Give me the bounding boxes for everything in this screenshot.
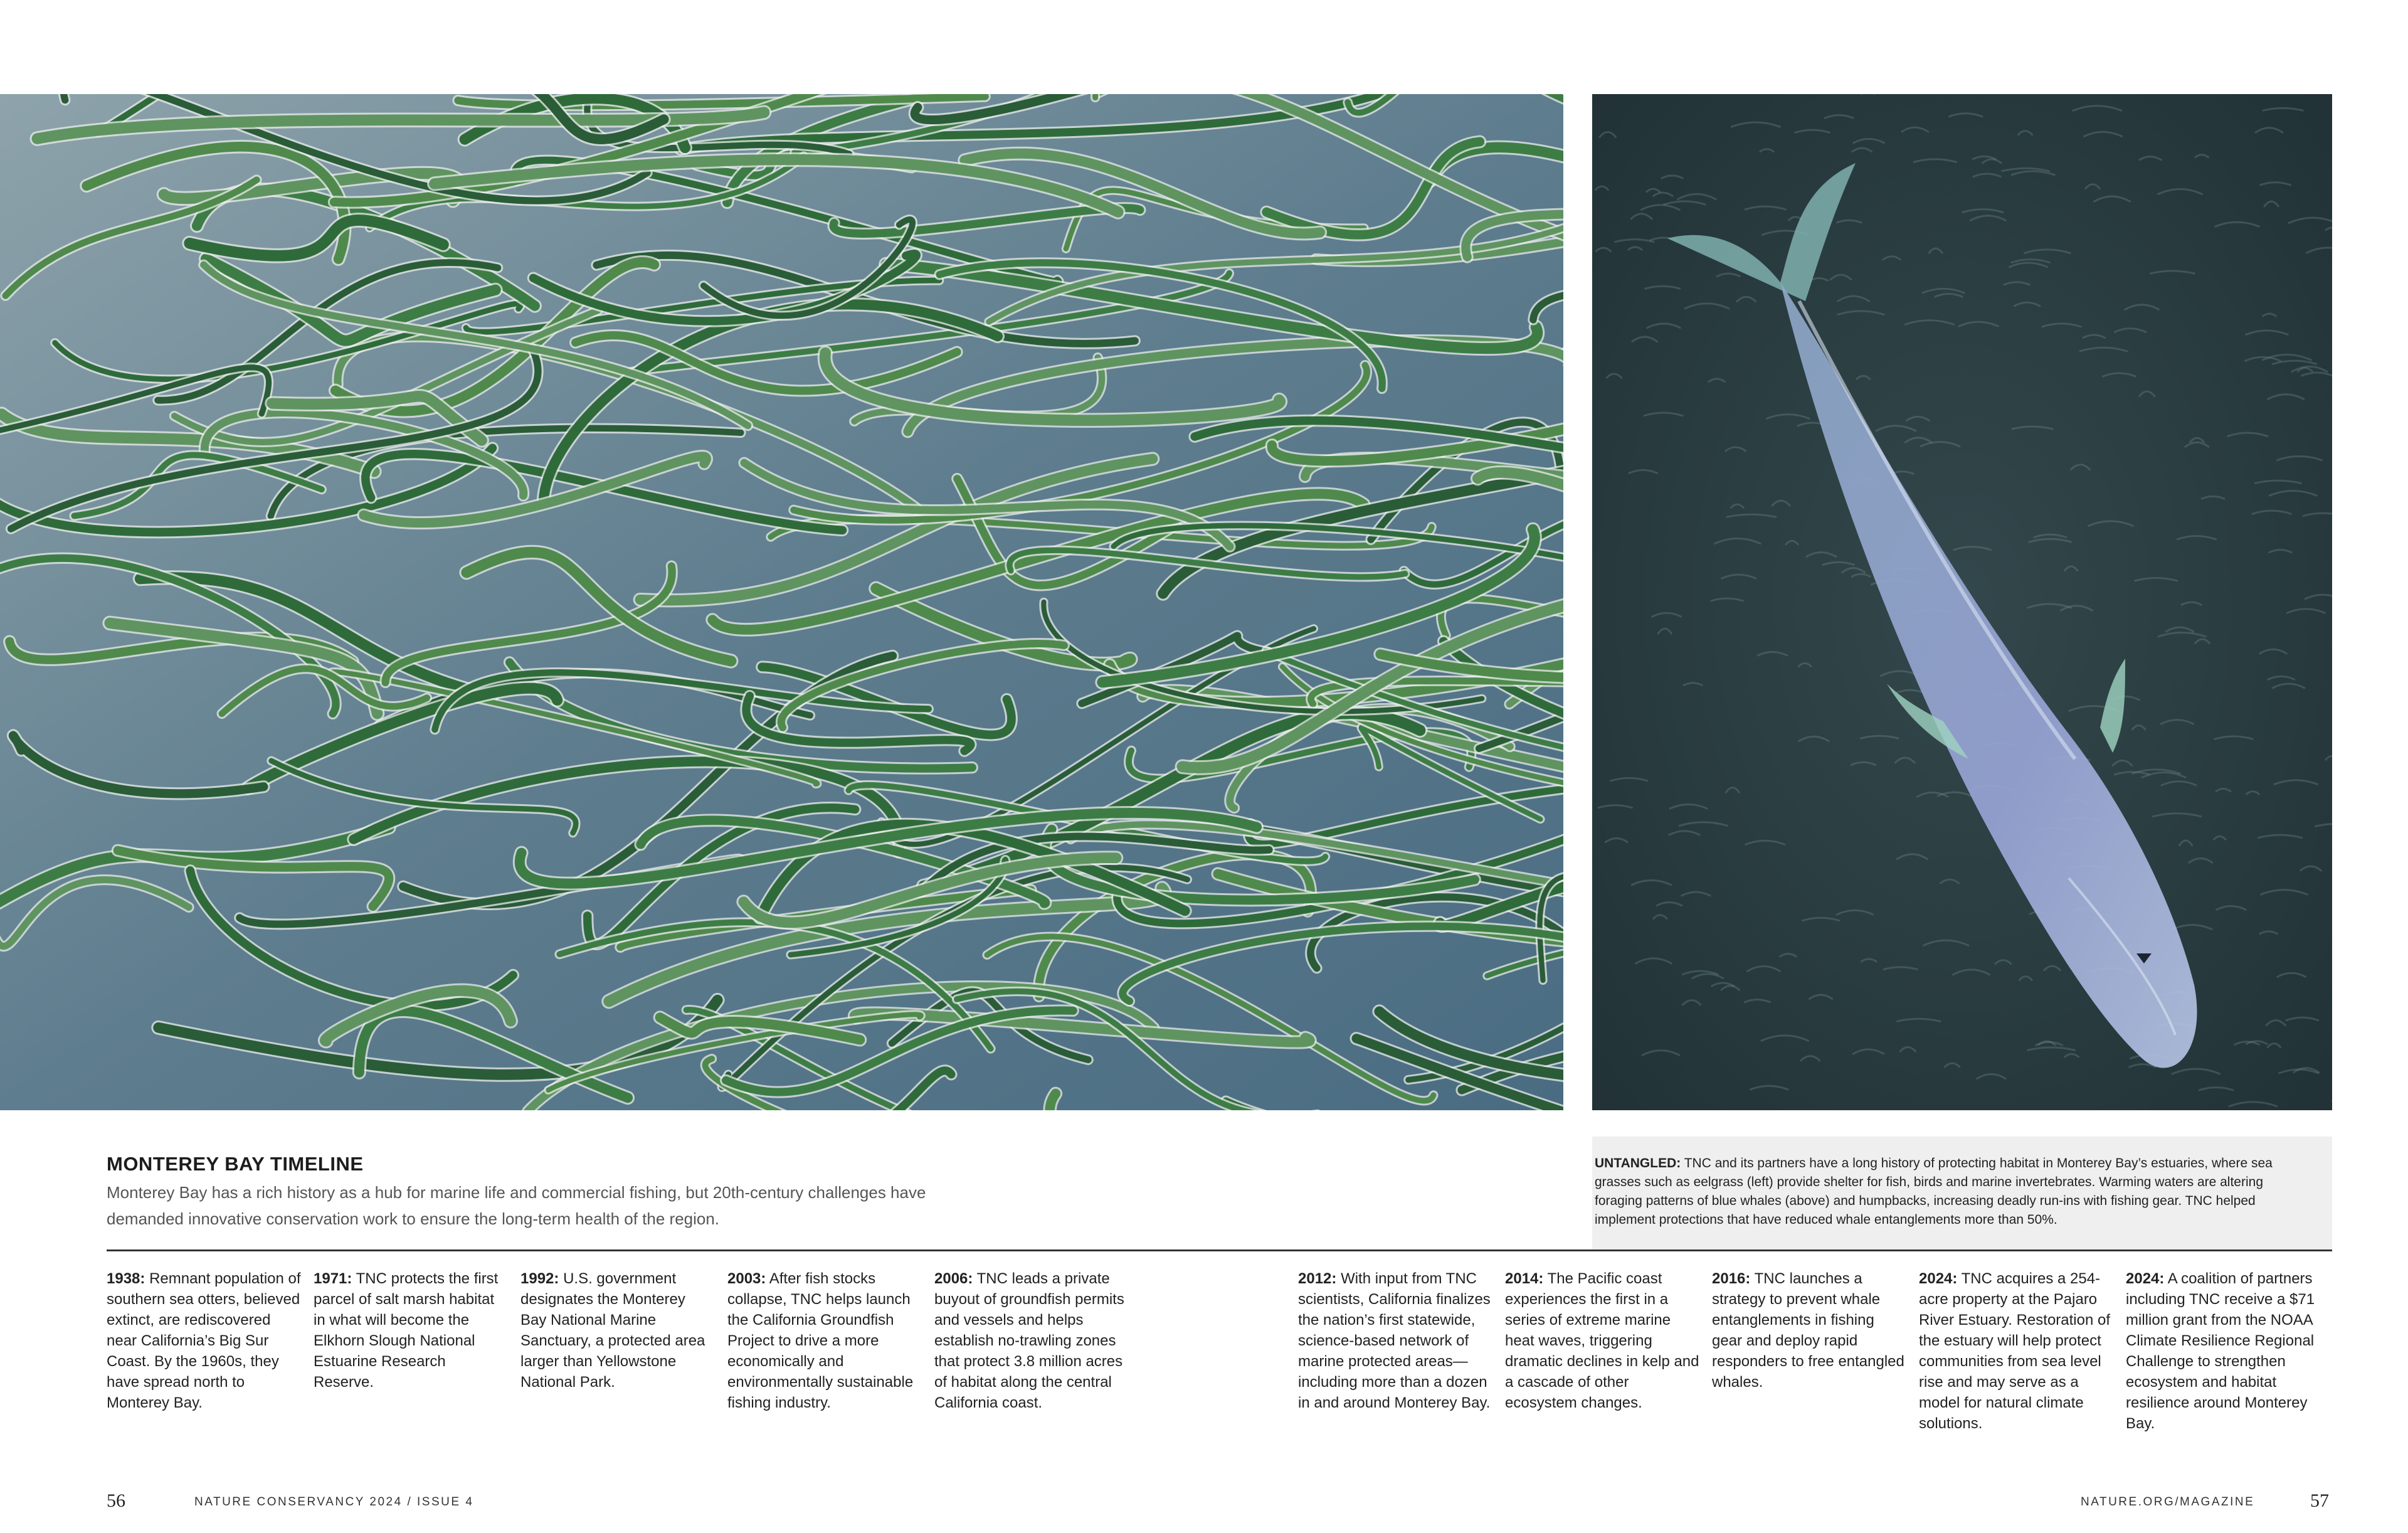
eelgrass-photo xyxy=(0,94,1563,1110)
timeline-event-2006 xyxy=(934,1268,1129,1413)
caption-body: TNC and its partners have a long history of protecting habitat in Monterey Bay’s estuaries, where sea grasses such as eelgrass (left) provide shelter for fish, birds and marine invertebrates. Warming waters are altering foraging patterns of blue whales (above) and humpbacks, increasing deadly run-ins with fishing gear. TNC helped implement protections that have reduced whale entanglements more than 50%. xyxy=(1595,1156,2273,1227)
event-text: TNC launches a strategy to prevent whale entanglements in fishing gear and deploy rapid responders to free entangled whales. xyxy=(1712,1270,1904,1391)
running-footer-left: NATURE CONSERVANCY 2024 / ISSUE 4 xyxy=(194,1495,474,1509)
event-text: TNC protects the first parcel of salt marsh habitat in what will become the Elkhorn Slough National Estuarine Research Reserve. xyxy=(314,1270,499,1391)
timeline-event-1992 xyxy=(520,1268,715,1392)
caption-lead: UNTANGLED: xyxy=(1595,1156,1681,1170)
timeline-event-2012 xyxy=(1298,1268,1492,1413)
event-year: 1938: xyxy=(107,1270,145,1287)
event-year: 2003: xyxy=(727,1270,766,1287)
page-number-left: 56 xyxy=(107,1490,125,1511)
timeline-event-2024a xyxy=(1919,1268,2113,1434)
event-year: 1971: xyxy=(314,1270,352,1287)
blue-whale-photo xyxy=(1592,94,2332,1110)
timeline-event-1971 xyxy=(314,1268,508,1392)
photo-caption xyxy=(1595,1154,2310,1229)
event-text: The Pacific coast experiences the first in a series of extreme marine heat waves, triggering dramatic declines in kelp and a cascade of other ecosystem changes. xyxy=(1505,1270,1699,1411)
timeline-event-2024b xyxy=(2126,1268,2320,1434)
event-text: Remnant population of southern sea otters, believed extinct, are rediscovered near California’s Big Sur Coast. By the 1960s, they have spread north to Monterey Bay. xyxy=(107,1270,301,1411)
running-footer-right: NATURE.ORG/MAGAZINE xyxy=(2081,1495,2255,1509)
event-year: 2016: xyxy=(1712,1270,1751,1287)
event-year: 2012: xyxy=(1298,1270,1337,1287)
event-year: 1992: xyxy=(520,1270,559,1287)
event-text: A coalition of partners including TNC receive a $71 million grant from the NOAA Climate Resilience Regional Challenge to strengthen ecosystem and habitat resilience around Monterey Bay. xyxy=(2126,1270,2315,1432)
timeline-divider xyxy=(107,1249,2332,1251)
event-text: U.S. government designates the Monterey Bay National Marine Sanctuary, a protected area larger than Yellowstone National Park. xyxy=(520,1270,705,1391)
event-year: 2006: xyxy=(934,1270,973,1287)
page-number-right: 57 xyxy=(2310,1490,2329,1511)
event-year: 2014: xyxy=(1505,1270,1544,1287)
timeline-event-2014 xyxy=(1505,1268,1699,1413)
event-year: 2024: xyxy=(1919,1270,1958,1287)
timeline-event-2016 xyxy=(1712,1268,1906,1392)
event-text: With input from TNC scientists, California finalizes the nation’s first statewide, science-based network of marine protected areas—including more than a dozen in and around Monterey Bay. xyxy=(1298,1270,1491,1411)
timeline-event-2003 xyxy=(727,1268,922,1413)
event-text: TNC acquires a 254-acre property at the Pajaro River Estuary. Restoration of the estuary will help protect communities from sea level rise and may serve as a model for natural climate solutions. xyxy=(1919,1270,2111,1432)
timeline-intro: Monterey Bay has a rich history as a hub for marine life and commercial fishing, but 20th-century challenges have demanded innovative conservation work to ensure the long-term health of the region. xyxy=(107,1183,926,1228)
timeline-event-1938 xyxy=(107,1268,301,1413)
event-text: TNC leads a private buyout of groundfish permits and vessels and helps establish no-trawling zones that protect 3.8 million acres of habitat along the central California coast. xyxy=(934,1270,1124,1411)
event-text: After fish stocks collapse, TNC helps launch the California Groundfish Project to drive a more economically and environmentally sustainable fishing industry. xyxy=(727,1270,914,1411)
event-year: 2024: xyxy=(2126,1270,2165,1287)
timeline-title: MONTEREY BAY TIMELINE xyxy=(107,1153,364,1175)
